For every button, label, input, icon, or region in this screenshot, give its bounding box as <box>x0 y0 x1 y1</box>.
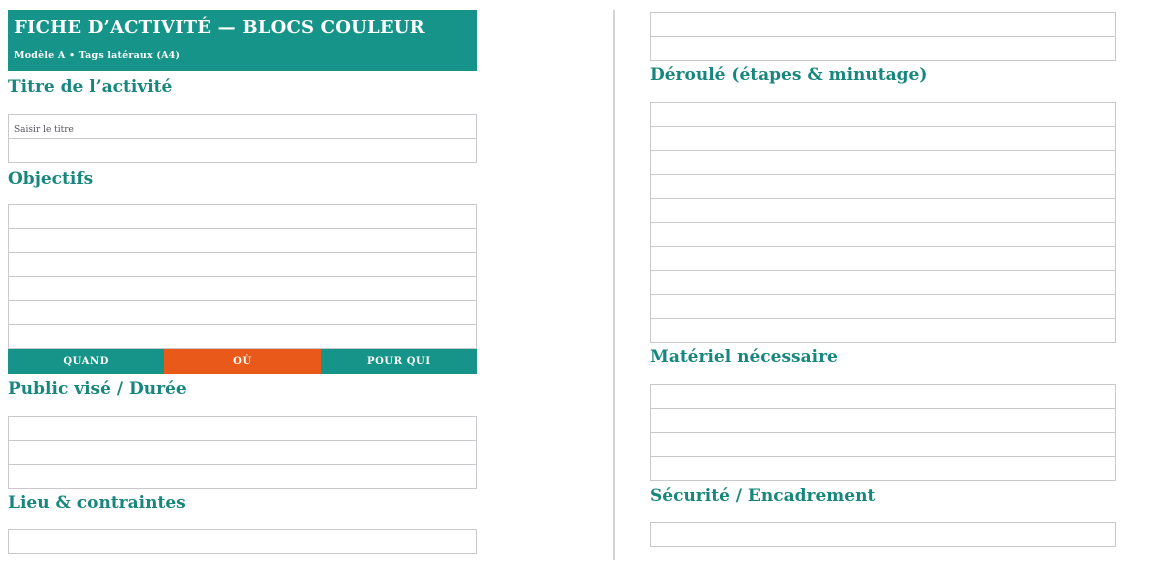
document-title: FICHE D’ACTIVITÉ — BLOCS COULEUR <box>14 17 425 38</box>
right-column <box>650 12 1116 547</box>
left-column <box>8 10 477 554</box>
continuation-row[interactable] <box>650 12 1116 37</box>
deroule-row[interactable] <box>650 246 1116 271</box>
objectifs-row[interactable] <box>8 300 477 325</box>
titre-placeholder: Saisir le titre <box>14 125 74 135</box>
tag-pour-qui: POUR QUI <box>321 349 477 374</box>
titre-extra-row[interactable] <box>8 138 477 163</box>
securite-table <box>650 522 1116 547</box>
objectifs-row[interactable] <box>8 276 477 301</box>
lieu-row[interactable] <box>8 529 477 554</box>
continuation-row[interactable] <box>650 36 1116 61</box>
heading-materiel: Matériel nécessaire <box>650 347 838 367</box>
tag-quand: QUAND <box>8 349 164 374</box>
materiel-table <box>650 384 1116 481</box>
tag-ou: OÙ <box>164 349 320 374</box>
heading-deroule: Déroulé (étapes & minutage) <box>650 65 928 85</box>
securite-row[interactable] <box>650 522 1116 547</box>
deroule-row[interactable] <box>650 270 1116 295</box>
deroule-row[interactable] <box>650 150 1116 175</box>
deroule-row[interactable] <box>650 174 1116 199</box>
heading-objectifs: Objectifs <box>8 169 94 189</box>
public-table <box>8 416 477 489</box>
lieu-table <box>8 529 477 554</box>
objectifs-row[interactable] <box>8 204 477 229</box>
deroule-row[interactable] <box>650 318 1116 343</box>
deroule-table <box>650 102 1116 343</box>
deroule-row[interactable] <box>650 294 1116 319</box>
objectifs-row[interactable] <box>8 324 477 349</box>
materiel-row[interactable] <box>650 384 1116 409</box>
heading-securite: Sécurité / Encadrement <box>650 486 876 506</box>
deroule-row[interactable] <box>650 126 1116 151</box>
heading-public-duree: Public visé / Durée <box>8 379 187 399</box>
deroule-row[interactable] <box>650 222 1116 247</box>
titre-input-row[interactable] <box>8 114 477 139</box>
document-subtitle: Modèle A • Tags latéraux (A4) <box>14 50 181 61</box>
tag-strip <box>8 349 477 374</box>
materiel-row[interactable] <box>650 408 1116 433</box>
titre-table <box>8 114 477 163</box>
public-row[interactable] <box>8 464 477 489</box>
continuation-table <box>650 12 1116 61</box>
deroule-row[interactable] <box>650 102 1116 127</box>
heading-lieu-contraintes: Lieu & contraintes <box>8 493 186 513</box>
heading-titre-activite: Titre de l’activité <box>8 77 173 97</box>
deroule-row[interactable] <box>650 198 1116 223</box>
objectifs-row[interactable] <box>8 252 477 277</box>
materiel-row[interactable] <box>650 456 1116 481</box>
objectifs-row[interactable] <box>8 228 477 253</box>
public-row[interactable] <box>8 440 477 465</box>
public-row[interactable] <box>8 416 477 441</box>
column-divider <box>613 10 615 560</box>
materiel-row[interactable] <box>650 432 1116 457</box>
header-banner <box>8 10 477 71</box>
objectifs-table <box>8 204 477 349</box>
